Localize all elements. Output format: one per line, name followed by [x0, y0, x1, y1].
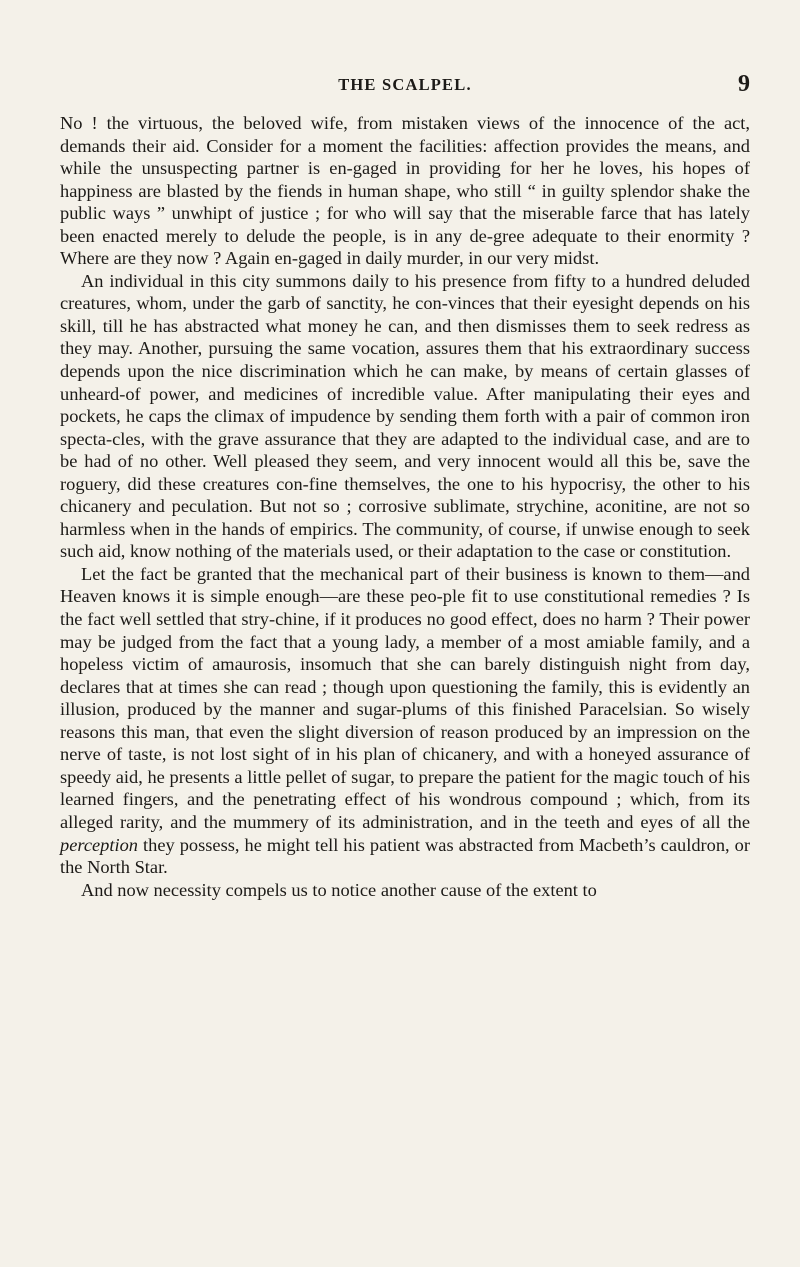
paragraph-4: And now necessity compels us to notice another cause of the extent to [81, 879, 597, 900]
body-text [60, 112, 750, 901]
paragraph-3-emphasis: perception [60, 834, 138, 855]
paragraph-3-text-before: Let the fact be granted that the mechanical part of their business is known to them—and Heaven knows it is simple enough—are these peo-ple fit to use constitutional remedies ? Is the fact well settled that stry-chine, if it produces no good effect, does no harm ? Their power may be judged from the fact that a young lady, a member of a most amiable family, and a hopeless victim of amaurosis, insomuch that she can barely distinguish night from day, declares that at times she can read ; though upon questioning the family, this is evidently an illusion, produced by the manner and sugar-plums of this finished Paracelsian. So wisely reasons this man, that even the slight diversion of reason produced by an impression on the nerve of taste, is not lost sight of in his plan of chicanery, and with a honeyed assurance of speedy aid, he presents a little pellet of sugar, to prepare the patient for the magic touch of his learned fingers, and the penetrating effect of his wondrous compound ; which, from its alleged rarity, and the mummery of its administration, and in the teeth and eyes of all the [60, 563, 750, 832]
paragraph-3 [60, 563, 750, 879]
page-number: 9 [738, 71, 750, 97]
paragraph-3-text-after: they possess, he might tell his patient was abstracted from Macbeth’s cauldron, or the North Star. [60, 834, 750, 878]
running-head [60, 73, 750, 97]
paragraph-1: No ! the virtuous, the beloved wife, from mistaken views of the innocence of the act, demands their aid. Consider for a moment the facilities: affection provides the means, and while the unsuspecting partner is en-gaged in providing for her he loves, his hopes of happiness are blasted by the fiends in human shape, who still “ in guilty splendor shake the public ways ” unwhipt of justice ; for who will say that the miserable farce that has lately been enacted merely to delude the people, is in any de-gree adequate to their enormity ? Where are they now ? Again en-gaged in daily murder, in our very midst. [60, 113, 750, 269]
paragraph-2: An individual in this city summons daily to his presence from fifty to a hundred deluded creatures, whom, under the garb of sanctity, he con-vinces that their eyesight depends on his skill, till he has abstracted what money he can, and then dismisses them to seek redress as they may. Another, pursuing the same vocation, assures them that his extraordinary success depends upon the nice discrimination which he can make, by means of certain glasses of unheard-of power, and medicines of incredible value. After manipulating their eyes and pockets, he caps the climax of impudence by sending them forth with a pair of common iron specta-cles, with the grave assurance that they are adapted to the individual case, and are to be had of no other. Well pleased they seem, and very innocent would all this be, save the roguery, did these creatures con-fine themselves, the one to his hypocrisy, the other to his chicanery and peculation. But not so ; corrosive sublimate, strychine, aconitine, are not so harmless when in the hands of empirics. The community, of course, if unwise enough to seek such aid, know nothing of the materials used, or their adaptation to the case or constitution. [60, 270, 750, 562]
running-title: THE SCALPEL. [338, 75, 472, 94]
